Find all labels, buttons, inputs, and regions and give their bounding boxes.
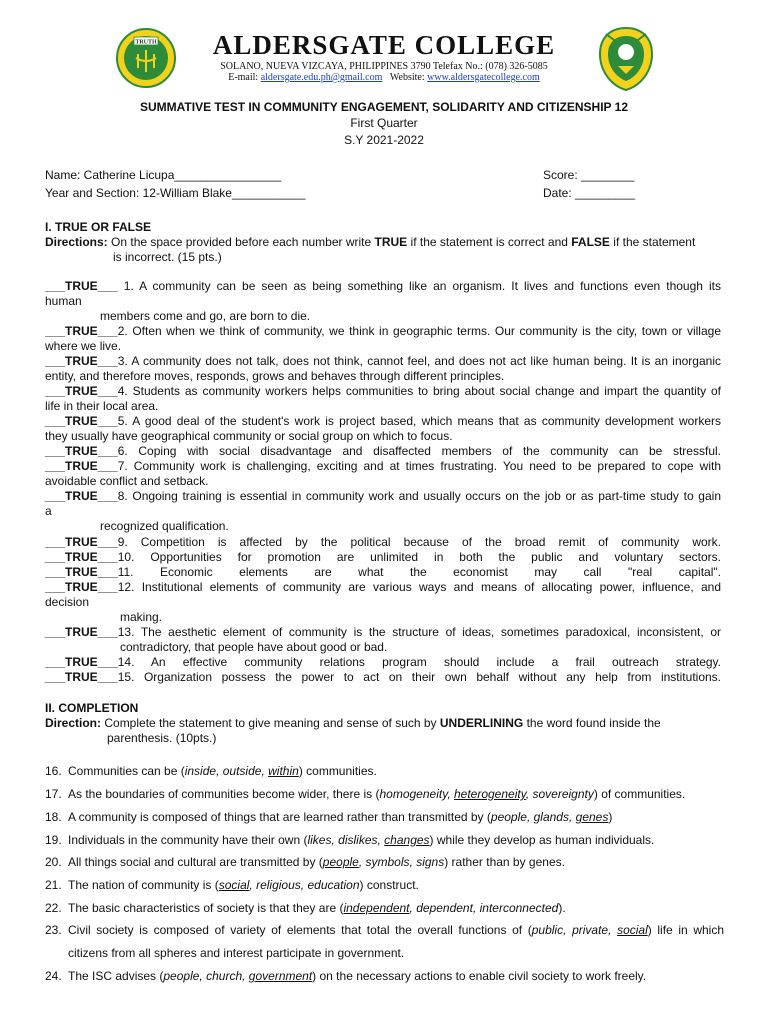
option-separator: , [447,787,454,801]
completion-item [68,878,724,893]
underlined-answer: people [322,855,359,869]
seal-truth-text: TRUTH [135,39,157,46]
option-separator: , [608,923,618,937]
direction-text: Complete the statement to give meaning and sense of such by [101,716,440,730]
completion-item [68,969,724,984]
tf-statement: 11. Economic elements are what the economist may call "real capital". [117,565,721,579]
direction-label: Direction: [45,716,102,730]
item-number: 18. [45,810,62,824]
item-number: 21. [45,878,62,892]
tf-item [45,459,721,474]
option-separator: , [377,833,385,847]
tf-statement: 14. An effective community relations program should include a frail outreach strategy. [117,655,721,669]
completion-text: ) life in which [647,923,725,937]
answer-option: homogeneity [379,787,448,801]
tf-item [45,324,721,339]
answer-option: people [163,969,200,983]
part2-direction [45,716,721,731]
completion-text: As the boundaries of communities become wider, there is ( [68,787,380,801]
tf-item [45,384,721,399]
score-field: Score: ________ [543,168,635,182]
option-separator: , [472,901,480,915]
option-separator: , [249,878,257,892]
tf-item [45,414,721,429]
email-link[interactable]: aldersgate.edu.ph@gmail.com [260,72,383,83]
answer-option: symbols [365,855,410,869]
option-separator: , [526,810,534,824]
tf-item [45,655,721,670]
tf-item [45,535,721,550]
tf-statement: 4. Students as community workers helps communities to bring about social change and impart the quantity of [117,384,721,398]
underlined-answer: within [268,764,299,778]
underlined-answer: genes [575,810,609,824]
answer-option: inside [184,764,217,778]
item-number: 17. [45,787,62,801]
test-quarter: First Quarter [350,116,418,130]
tf-statement-cont: entity, and therefore moves, responds, grows and behaves through different principles. [45,369,505,383]
option-separator: , [331,833,339,847]
answer-option: people [490,810,527,824]
part2-heading: II. COMPLETION [45,701,139,715]
option-separator: , [409,901,417,915]
tf-statement-cont: they usually have geographical community or social group on which to focus. [45,429,453,443]
tf-statement: 10. Opportunities for promotion are unlimited in both the public and voluntary sectors. [117,550,721,564]
completion-text: ) construct. [359,878,419,892]
item-number: 16. [45,764,62,778]
completion-item [68,833,724,848]
tf-item [45,670,721,685]
date-field: Date: _________ [543,186,636,200]
tf-statement: 15. Organization possess the power to act on their own behalf without any help from institutions. [117,670,721,684]
directions-text: if the statement is correct and [407,235,572,249]
answer-option: dependent [416,901,473,915]
completion-text: ) while they develop as human individuals. [429,833,655,847]
completion-item [68,901,724,916]
answer-option: dislikes [338,833,378,847]
answer-option: public [531,923,564,937]
test-school-year: S.Y 2021-2022 [344,133,424,147]
tf-statement-cont: where we live. [45,339,122,353]
option-separator: , [199,969,207,983]
tf-statement: 1. A community can be seen as being something like an organism. It lives and functions even though its [117,279,721,293]
option-separator: , [261,764,269,778]
option-separator: , [409,855,417,869]
tf-answer: ___TRUE___ [45,414,118,428]
tf-answer: ___TRUE___ [45,354,118,368]
tf-item [45,580,721,595]
tf-statement-cont: decision [45,595,90,609]
option-separator: , [358,855,366,869]
tf-statement: 13. The aesthetic element of community is the structure of ideas, sometimes paradoxical, inconsistent, or [117,625,721,639]
completion-item [68,923,724,938]
tf-statement-cont: contradictory, that people have about good or bad. [120,640,388,654]
option-separator: , [563,923,573,937]
underlined-answer: social [218,878,250,892]
answer-option: interconnected [479,901,559,915]
tf-statement: 9. Competition is affected by the political because of the broad remit of community work. [117,535,721,549]
option-separator: , [242,969,249,983]
completion-item [68,787,724,802]
word-true: TRUE [374,235,408,249]
directions-text: if the statement [609,235,696,249]
tf-answer: ___TRUE___ [45,565,118,579]
tf-statement: 2. Often when we think of community, we think in geographic terms. Our community is the city, town or village [117,324,721,338]
completion-text: The nation of community is ( [68,878,219,892]
student-name: Name: Catherine Licupa________________ [45,168,282,182]
tf-statement: 6. Coping with social disadvantage and disaffected members of the community can be stressful. [117,444,721,458]
option-separator: , [216,764,223,778]
tf-statement-cont: recognized qualification. [100,519,229,533]
part1-directions-cont: is incorrect. (15 pts.) [113,250,222,264]
completion-text: Civil society is composed of variety of elements that total the overall functions of ( [68,923,532,937]
tf-item [45,354,721,369]
completion-text: The basic characteristics of society is that they are ( [68,901,344,915]
tf-item [45,565,721,580]
website-label: Website: [389,72,425,83]
tf-answer: ___TRUE___ [45,324,118,338]
tf-statement-cont: human [45,294,82,308]
tf-answer: ___TRUE___ [45,459,118,473]
underlined-answer: independent [343,901,410,915]
completion-item [68,810,724,825]
item-number: 22. [45,901,62,915]
tf-statement: 7. Community work is challenging, exciting and at times frustrating. You need to be prepared to cope with [117,459,721,473]
email-label: E-mail: [228,72,259,83]
answer-option: education [307,878,360,892]
answer-option: religious [256,878,301,892]
tf-item [45,279,721,294]
option-separator: , [525,787,533,801]
word-false: FALSE [571,235,610,249]
tf-item [45,625,721,640]
tf-answer: ___TRUE___ [45,489,118,503]
completion-text: ) of communities. [593,787,686,801]
tf-answer: ___TRUE___ [45,670,118,684]
answer-option: church [206,969,243,983]
student-section: Year and Section: 12-William Blake___________ [45,186,306,200]
underlined-answer: changes [384,833,430,847]
tf-answer: ___TRUE___ [45,535,118,549]
part1-heading: I. TRUE OR FALSE [45,220,152,234]
item-number: 20. [45,855,62,869]
test-title: SUMMATIVE TEST IN COMMUNITY ENGAGEMENT, SOLIDARITY AND CITIZENSHIP 12 [139,100,629,114]
tf-answer: ___TRUE___ [45,384,118,398]
tf-statement: 3. A community does not talk, does not think, cannot feel, and does not act like human being. It is an inorganic [117,354,721,368]
item-number: 24. [45,969,62,983]
part2-direction-cont: parenthesis. (10pts.) [107,731,217,745]
tf-item [45,489,721,504]
answer-option: private [572,923,609,937]
completion-text: ) [608,810,613,824]
college-email-website [0,72,768,83]
tf-statement-cont: members come and go, are born to die. [100,309,311,323]
answer-option: outside [222,764,262,778]
answer-option: likes [307,833,332,847]
item-number: 19. [45,833,62,847]
option-separator: , [300,878,308,892]
tf-statement: 5. A good deal of the student's work is project based, which means that as community development workers [117,414,721,428]
tf-answer: ___TRUE___ [45,625,118,639]
part1-directions [45,235,721,250]
tf-statement-cont: avoidable conflict and setback. [45,474,209,488]
tf-statement-cont: a [45,504,52,518]
completion-text: Communities can be ( [68,764,185,778]
completion-text: Individuals in the community have their own ( [68,833,308,847]
completion-item [68,764,724,779]
tf-item [45,444,721,459]
tf-statement: 8. Ongoing training is essential in community work and usually occurs on the job or as part-time study to gain [117,489,721,503]
answer-option: glands [533,810,569,824]
tf-statement-cont: life in their local area. [45,399,159,413]
completion-text: A community is composed of things that are learned rather than transmitted by ( [68,810,491,824]
college-name: ALDERSGATE COLLEGE [212,30,556,60]
tf-statement: 12. Institutional elements of community are various ways and means of allocating power, influence, and [117,580,721,594]
completion-text-cont: citizens from all spheres and interest participate in government. [68,946,405,960]
tf-answer: ___TRUE___ [45,279,118,293]
tf-answer: ___TRUE___ [45,580,118,594]
word-underlining: UNDERLINING [439,716,524,730]
tf-answer: ___TRUE___ [45,550,118,564]
website-link[interactable]: www.aldersgatecollege.com [427,72,540,83]
completion-text: ) on the necessary actions to enable civil society to work freely. [312,969,647,983]
completion-text: The ISC advises ( [68,969,164,983]
tf-statement-cont: making. [120,610,163,624]
directions-text: On the space provided before each number write [107,235,375,249]
directions-label: Directions: [45,235,108,249]
answer-option: sovereignty [532,787,594,801]
completion-text: ) rather than by genes. [444,855,565,869]
underlined-answer: social [617,923,648,937]
answer-option: signs [416,855,445,869]
tf-item [45,550,721,565]
completion-text: ) communities. [298,764,377,778]
item-number: 23. [45,923,62,937]
college-contact [0,61,768,83]
completion-text: All things social and cultural are transmitted by ( [68,855,323,869]
underlined-answer: heterogeneity [453,787,526,801]
tf-answer: ___TRUE___ [45,444,118,458]
underlined-answer: government [248,969,313,983]
completion-text: ). [558,901,566,915]
college-address: SOLANO, NUEVA VIZCAYA, PHILIPPINES 3790 Telefax No.: (078) 326-5085 [220,61,548,72]
direction-text: the word found inside the [523,716,661,730]
option-separator: , [568,810,576,824]
tf-answer: ___TRUE___ [45,655,118,669]
completion-item [68,855,724,870]
